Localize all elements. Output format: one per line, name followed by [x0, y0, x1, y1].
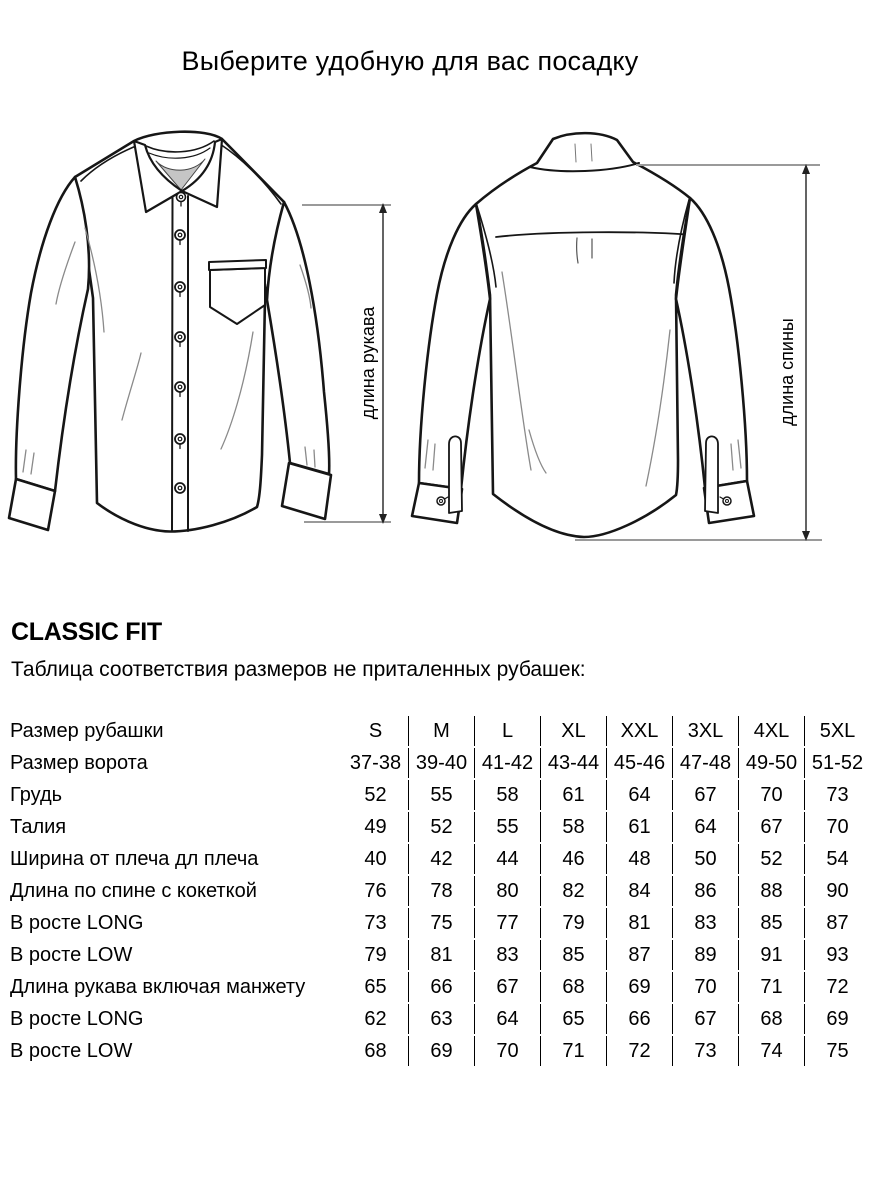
size-value-cell: 69: [408, 1036, 474, 1066]
size-value-cell: 88: [738, 876, 804, 906]
size-value-cell: 73: [672, 1036, 738, 1066]
front-shirt-drawing: [9, 132, 331, 532]
size-value-cell: 89: [672, 940, 738, 970]
size-value-cell: 85: [540, 940, 606, 970]
size-value-cell: 40: [364, 847, 387, 870]
size-value-cell: 67: [738, 812, 804, 842]
table-row: [10, 876, 870, 906]
size-value-cell: 44: [474, 844, 540, 874]
size-value-cell: 41-42: [474, 748, 540, 778]
row-label: Размер рубашки: [10, 719, 164, 742]
size-value-cell: 67: [474, 972, 540, 1002]
front-right-sleeve: [267, 202, 329, 474]
size-value-cell: 58: [474, 780, 540, 810]
size-value-cell: 83: [672, 908, 738, 938]
size-value-cell: 51-52: [804, 748, 870, 778]
size-value-cell: 70: [804, 812, 870, 842]
size-value-cell: 74: [738, 1036, 804, 1066]
size-value-cell: 71: [738, 972, 804, 1002]
size-value-cell: 50: [672, 844, 738, 874]
size-value-cell: 4XL: [738, 716, 804, 746]
sleeve-length-label: длина рукава: [358, 306, 378, 420]
size-value-cell: 46: [540, 844, 606, 874]
size-value-cell: 55: [474, 812, 540, 842]
row-label: Грудь: [10, 783, 63, 806]
size-value-cell: 85: [738, 908, 804, 938]
size-value-cell: XXL: [606, 716, 672, 746]
size-table-body: [10, 716, 870, 1066]
size-value-cell: 52: [408, 812, 474, 842]
size-value-cell: 42: [408, 844, 474, 874]
size-value-cell: 75: [804, 1036, 870, 1066]
size-value-cell: 45-46: [606, 748, 672, 778]
button-placket: [172, 196, 173, 530]
size-value-cell: 66: [606, 1004, 672, 1034]
shirt-diagram: [0, 128, 881, 598]
left-sleeve-placket: [449, 436, 462, 513]
size-value-cell: 65: [364, 975, 387, 998]
back-shirt-drawing: [412, 133, 754, 537]
size-value-cell: 3XL: [672, 716, 738, 746]
row-label: Размер ворота: [10, 751, 148, 774]
size-value-cell: M: [408, 716, 474, 746]
table-row: [10, 844, 870, 874]
size-value-cell: L: [474, 716, 540, 746]
size-value-cell: 68: [540, 972, 606, 1002]
size-value-cell: XL: [540, 716, 606, 746]
front-left-sleeve: [16, 177, 89, 491]
row-label: Ширина от плеча дл плеча: [10, 847, 259, 870]
fit-heading: CLASSIC FIT: [11, 618, 162, 646]
right-sleeve-placket: [705, 436, 718, 513]
size-value-cell: 65: [540, 1004, 606, 1034]
row-label: Длина рукава включая манжету: [10, 975, 306, 998]
size-value-cell: 52: [364, 783, 387, 806]
size-value-cell: 79: [364, 943, 387, 966]
size-value-cell: 77: [474, 908, 540, 938]
table-row: [10, 908, 870, 938]
table-row: [10, 940, 870, 970]
table-row: [10, 780, 870, 810]
size-value-cell: 83: [474, 940, 540, 970]
table-row: [10, 748, 870, 778]
row-label: В росте LONG: [10, 1007, 144, 1030]
size-value-cell: 55: [408, 780, 474, 810]
size-value-cell: 54: [804, 844, 870, 874]
size-value-cell: 69: [606, 972, 672, 1002]
size-value-cell: 72: [804, 972, 870, 1002]
size-value-cell: 72: [606, 1036, 672, 1066]
size-value-cell: 82: [540, 876, 606, 906]
row-label: В росте LONG: [10, 911, 144, 934]
size-value-cell: 81: [408, 940, 474, 970]
back-body: [476, 133, 690, 537]
size-value-cell: 71: [540, 1036, 606, 1066]
size-value-cell: 64: [672, 812, 738, 842]
table-row: [10, 812, 870, 842]
row-label: В росте LOW: [10, 1039, 133, 1062]
size-value-cell: 79: [540, 908, 606, 938]
size-value-cell: 39-40: [408, 748, 474, 778]
size-value-cell: 63: [408, 1004, 474, 1034]
size-value-cell: 43-44: [540, 748, 606, 778]
size-value-cell: 67: [672, 780, 738, 810]
size-value-cell: 68: [364, 1039, 387, 1062]
size-value-cell: 37-38: [349, 751, 402, 774]
chest-pocket-flap: [209, 260, 266, 270]
size-value-cell: 61: [606, 812, 672, 842]
size-value-cell: 75: [408, 908, 474, 938]
size-value-cell: 64: [606, 780, 672, 810]
size-value-cell: 70: [738, 780, 804, 810]
size-value-cell: 73: [804, 780, 870, 810]
size-value-cell: S: [368, 719, 383, 742]
size-value-cell: 73: [364, 911, 387, 934]
size-value-cell: 68: [738, 1004, 804, 1034]
size-value-cell: 67: [672, 1004, 738, 1034]
size-value-cell: 48: [606, 844, 672, 874]
size-value-cell: 62: [364, 1007, 387, 1030]
size-value-cell: 47-48: [672, 748, 738, 778]
size-value-cell: 70: [672, 972, 738, 1002]
size-value-cell: 90: [804, 876, 870, 906]
size-value-cell: 66: [408, 972, 474, 1002]
size-table: [10, 714, 870, 1068]
row-label: Длина по спине с кокеткой: [10, 879, 257, 902]
size-value-cell: 64: [474, 1004, 540, 1034]
size-value-cell: 52: [738, 844, 804, 874]
size-value-cell: 58: [540, 812, 606, 842]
table-row: [10, 972, 870, 1002]
page-title: Выберите удобную для вас посадку: [181, 46, 639, 76]
size-value-cell: 80: [474, 876, 540, 906]
table-subtitle: Таблица соответствия размеров не приталенных рубашек:: [11, 658, 586, 681]
size-value-cell: 87: [804, 908, 870, 938]
size-value-cell: 76: [364, 879, 387, 902]
back-length-label: длина спины: [777, 318, 797, 426]
table-row: [10, 1004, 870, 1034]
size-value-cell: 69: [804, 1004, 870, 1034]
table-row: [10, 1036, 870, 1066]
row-label: В росте LOW: [10, 943, 133, 966]
size-value-cell: 49: [364, 815, 387, 838]
size-value-cell: 91: [738, 940, 804, 970]
size-value-cell: 87: [606, 940, 672, 970]
size-value-cell: 49-50: [738, 748, 804, 778]
size-value-cell: 84: [606, 876, 672, 906]
size-value-cell: 86: [672, 876, 738, 906]
size-value-cell: 93: [804, 940, 870, 970]
row-label: Талия: [10, 815, 67, 838]
size-value-cell: 81: [606, 908, 672, 938]
size-value-cell: 70: [474, 1036, 540, 1066]
size-value-cell: 61: [540, 780, 606, 810]
size-value-cell: 78: [408, 876, 474, 906]
table-row: [10, 716, 870, 746]
size-value-cell: 5XL: [804, 716, 870, 746]
